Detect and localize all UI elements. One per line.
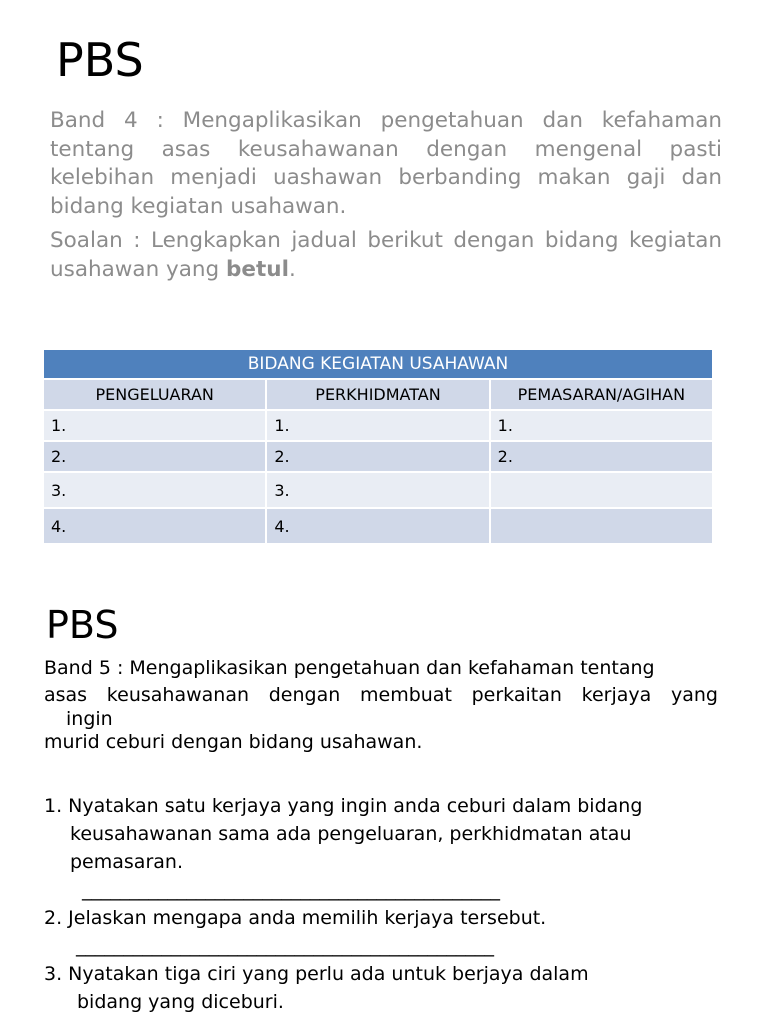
question-1-line: keusahawanan sama ada pengeluaran, perkhidmatan atau [70, 823, 632, 845]
band5-line: murid ceburi dengan bidang usahawan. [44, 731, 423, 753]
slide2-title: PBS [46, 603, 119, 647]
question-2-line: 2. Jelaskan mengapa anda memilih kerjaya tersebut. [44, 907, 547, 929]
slide1-title: PBS [56, 33, 144, 87]
table-cell[interactable]: 1. [490, 410, 713, 441]
question-3-line: 3. Nyatakan tiga ciri yang perlu ada untuk berjaya dalam [44, 963, 589, 985]
table-cell[interactable]: 1. [266, 410, 489, 441]
band5-line: Band 5 : Mengaplikasikan pengetahuan dan kefahaman tentang [44, 657, 655, 679]
table-row [43, 441, 713, 472]
table-cell[interactable]: 2. [266, 441, 489, 472]
question-1-answer-line[interactable]: ____________________________________________ [82, 879, 500, 901]
table-cell[interactable] [490, 508, 713, 544]
band5-description-block [44, 655, 718, 756]
band4-text: Band 4 : Mengaplikasikan pengetahuan dan kefahaman tentang asas keusahawanan dengan mengenal pasti kelebihan menjadi uashawan berbanding makan gaji dan bidang kegiatan usahawan. [50, 108, 722, 219]
table-header: BIDANG KEGIATAN USAHAWAN [43, 349, 713, 379]
table-column-header-row [43, 379, 713, 410]
question-prefix: Soalan : Lengkapkan jadual berikut dengan bidang kegiatan usahawan yang [50, 228, 722, 282]
column-header-pemasaran: PEMASARAN/AGIHAN [490, 379, 713, 410]
table-row [43, 410, 713, 441]
table-cell[interactable]: 4. [43, 508, 266, 544]
question-suffix: . [288, 256, 296, 282]
column-header-perkhidmatan: PERKHIDMATAN [266, 379, 489, 410]
question-bold-word: betul [226, 256, 289, 282]
table-cell[interactable]: 3. [266, 472, 489, 508]
activity-table [42, 348, 714, 545]
column-header-pengeluaran: PENGELUARAN [43, 379, 266, 410]
questions-block [44, 792, 734, 1016]
table-cell[interactable]: 3. [43, 472, 266, 508]
table-row [43, 508, 713, 544]
band4-description-block [50, 107, 722, 290]
table-cell[interactable]: 2. [43, 441, 266, 472]
question-2-answer-line[interactable]: ____________________________________________ [76, 935, 494, 957]
table-cell[interactable]: 2. [490, 441, 713, 472]
band5-line: asas keusahawanan dengan membuat perkaitan kerjaya yang [44, 684, 718, 706]
question-1-line: pemasaran. [70, 851, 183, 873]
band5-line: ingin [66, 708, 113, 730]
question-text [50, 227, 722, 284]
question-3-line: bidang yang diceburi. [77, 991, 284, 1013]
table-cell[interactable]: 4. [266, 508, 489, 544]
table-row [43, 472, 713, 508]
table-cell[interactable] [490, 472, 713, 508]
question-1-line: 1. Nyatakan satu kerjaya yang ingin anda ceburi dalam bidang [44, 795, 643, 817]
table-cell[interactable]: 1. [43, 410, 266, 441]
